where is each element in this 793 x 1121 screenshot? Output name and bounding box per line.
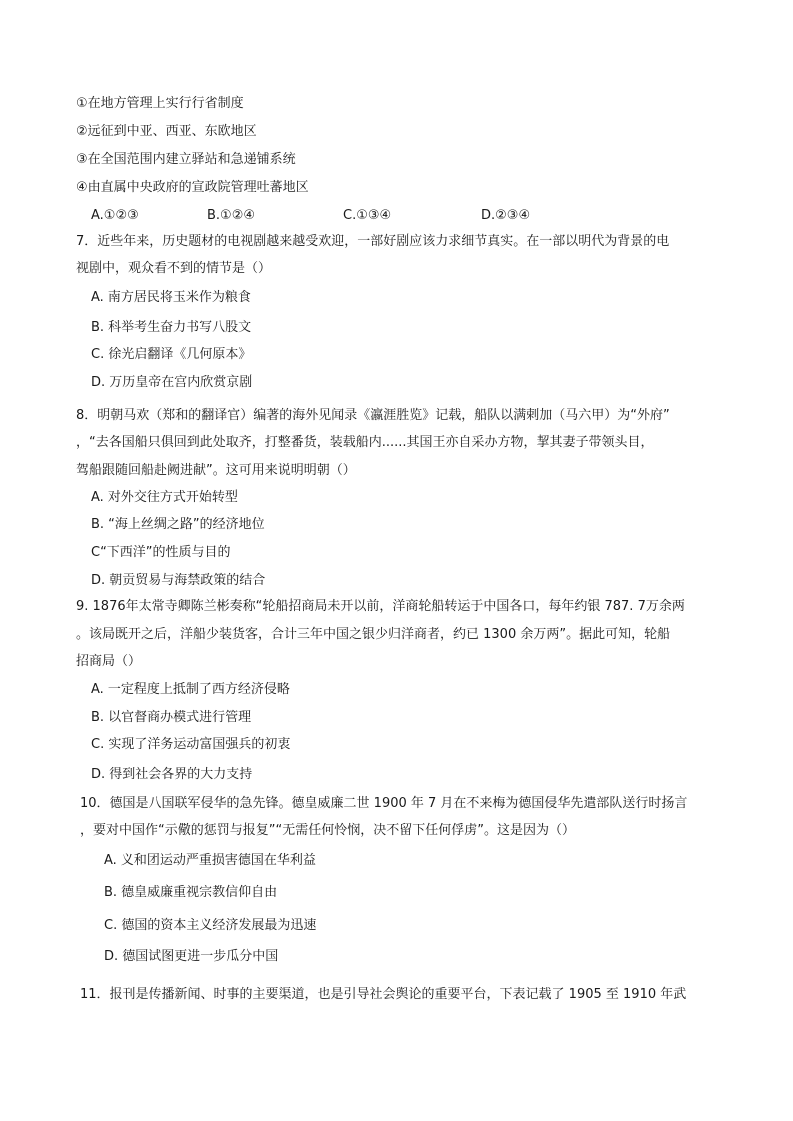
q10-option-c: C. 德国的资本主义经济发展最为迅速 [104, 918, 317, 933]
q6-option-d: D.②③④ [481, 208, 531, 223]
q8-option-d: D. 朝贡贸易与海禁政策的结合 [91, 573, 266, 588]
q6-item-3: ③在全国范围内建立驿站和急递铺系统 [76, 152, 296, 167]
q7-option-a: A. 南方居民将玉米作为粮食 [91, 290, 251, 305]
q8-stem-line-1: 8．明朝马欢（郑和的翻译官）编著的海外见闻录《瀛涯胜览》记载，船队以满剌加（马六甲）为“外府” [76, 408, 670, 423]
q10-stem-line-1: 10．德国是八国联军侵华的急先锋。德皇威廉二世 1900 年 7 月在不来梅为德国侵华先遣部队送行时扬言 [80, 796, 688, 811]
q6-item-2: ②远征到中亚、西亚、东欧地区 [76, 124, 257, 139]
q9-stem-line-3: 招商局（） [76, 654, 142, 669]
q7-option-d: D. 万历皇帝在宫内欣赏京剧 [91, 375, 253, 390]
q6-option-b: B.①②④ [207, 208, 256, 223]
q10-option-a: A. 义和团运动严重损害德国在华利益 [104, 853, 316, 868]
q8-option-c: C“下西洋”的性质与目的 [91, 545, 231, 560]
q6-item-4: ④由直属中央政府的宣政院管理吐蕃地区 [76, 180, 309, 195]
q9-stem-line-1: 9. 1876年太常寺卿陈兰彬奏称“轮船招商局未开以前，洋商轮船转运于中国各口，每年约银 787. 7万余两 [76, 599, 685, 614]
q7-option-c: C. 徐光启翻译《几何原本》 [91, 347, 252, 362]
q6-option-a: A.①②③ [91, 208, 139, 223]
q9-option-b: B. 以官督商办模式进行管理 [91, 710, 252, 725]
q9-option-d: D. 得到社会各界的大力支持 [91, 767, 253, 782]
q7-stem-line-1: 7．近些年来，历史题材的电视剧越来越受欢迎，一部好剧应该力求细节真实。在一部以明代为背景的电 [76, 234, 670, 249]
q8-option-a: A. 对外交往方式开始转型 [91, 490, 238, 505]
q9-stem-line-2: 。该局既开之后，洋船少装货客，合计三年中国之银少归洋商者，约已 1300 余万两”。据此可知，轮船 [76, 627, 671, 642]
q8-option-b: B. “海上丝绸之路”的经济地位 [91, 517, 265, 532]
q10-option-d: D. 德国试图更进一步瓜分中国 [104, 949, 279, 964]
q10-stem-line-2: ，要对中国作“示儆的惩罚与报复”“无需任何怜悯，决不留下任何俘虏”。这是因为（） [80, 823, 575, 838]
q8-stem-line-2: ，“去各国船只俱回到此处取齐，打整番货，装载船内......其国王亦自采办方物，挈其妻子带领头目， [76, 435, 654, 450]
q7-stem-line-2: 视剧中，观众看不到的情节是（） [76, 261, 272, 276]
q6-item-1: ①在地方管理上实行行省制度 [76, 96, 244, 111]
q7-option-b: B. 科举考生奋力书写八股文 [91, 320, 252, 335]
q6-option-c: C.①③④ [343, 208, 392, 223]
q10-option-b: B. 德皇威廉重视宗教信仰自由 [104, 885, 278, 900]
q8-stem-line-3: 驾船跟随回船赴阙进献”。这可用来说明明朝（） [76, 463, 356, 478]
q11-stem-line-1: 11．报刊是传播新闻、时事的主要渠道，也是引导社会舆论的重要平台，下表记载了 1905 至 1910 年武 [80, 987, 687, 1002]
q9-option-a: A. 一定程度上抵制了西方经济侵略 [91, 682, 290, 697]
q9-option-c: C. 实现了洋务运动富国强兵的初衷 [91, 737, 291, 752]
